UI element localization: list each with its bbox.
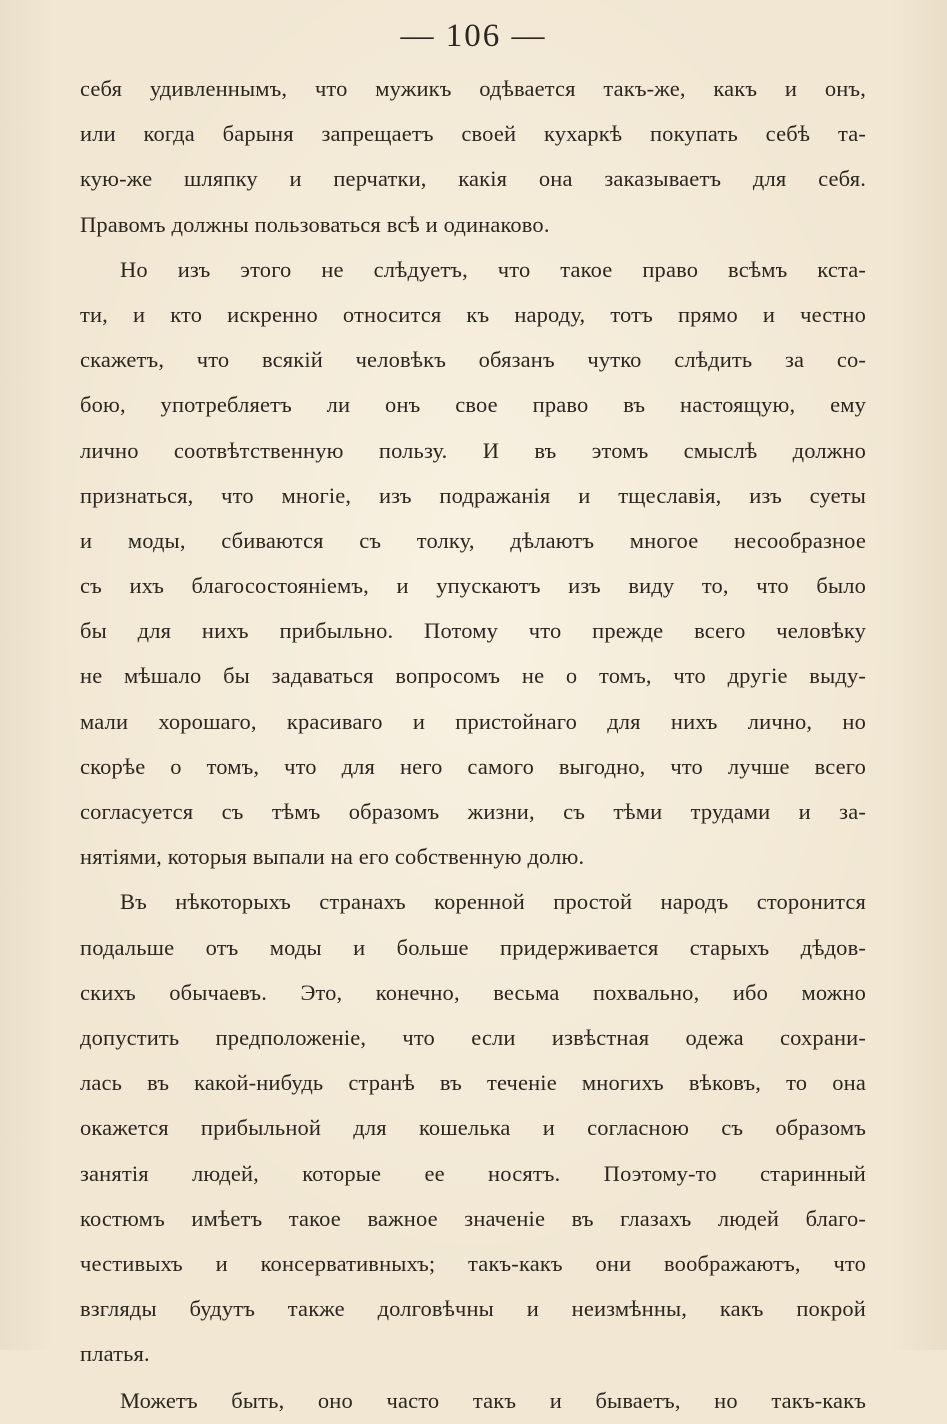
text-line: Можетъ быть, оно часто такъ и бываетъ, но такъ-какъ [120, 1388, 866, 1414]
text-line: платья. [80, 1341, 150, 1367]
text-line: признаться, что многіе, изъ подражанія и тщеславія, изъ суеты [80, 482, 866, 508]
text-line: себя удивленнымъ, что мужикъ одѣвается такъ-же, какъ и онъ, [80, 76, 866, 101]
text-line: не мѣшало бы задаваться вопросомъ не о томъ, что другіе выду- [80, 663, 866, 689]
text-line: бы для нихъ прибыльно. Потому что прежде всего человѣку [80, 618, 866, 644]
text-line: Въ нѣкоторыхъ странахъ коренной простой народъ сторонится [120, 889, 866, 915]
text-line: подальше отъ моды и больше придерживается старыхъ дѣдов- [80, 934, 866, 960]
text-line: допустить предположеніе, что если извѣстная одежа сохрани- [80, 1024, 866, 1050]
text-line: нятіями, которыя выпали на его собственную долю. [80, 844, 585, 870]
text-line: Но изъ этого не слѣдуетъ, что такое право всѣмъ кста- [120, 256, 866, 282]
text-line: мали хорошаго, красиваго и пристойнаго для нихъ лично, но [80, 708, 866, 734]
text-line: скихъ обычаевъ. Это, конечно, весьма похвально, ибо можно [80, 979, 866, 1005]
text-line: скажетъ, что всякій человѣкъ обязанъ чутко слѣдить за со- [80, 347, 866, 373]
text-line: или когда барыня запрещаетъ своей кухаркѣ покупать себѣ та- [80, 121, 866, 147]
text-line: лась въ какой-нибудь странѣ въ теченіе многихъ вѣковъ, то она [80, 1070, 866, 1096]
text-line: ти, и кто искренно относится къ народу, тотъ прямо и честно [80, 301, 866, 327]
body-text [80, 66, 866, 1424]
text-line: согласуется съ тѣмъ образомъ жизни, съ тѣми трудами и за- [80, 799, 866, 824]
text-line: Правомъ должны пользоваться всѣ и одинаково. [80, 211, 550, 237]
page-number: — 106 — [400, 18, 547, 54]
text-line: съ ихъ благосостояніемъ, и упускаютъ изъ виду то, что было [80, 573, 866, 599]
text-line: честивыхъ и консервативныхъ; такъ-какъ они воображаютъ, что [80, 1250, 866, 1276]
text-line: окажется прибыльной для кошелька и согласною съ образомъ [80, 1115, 866, 1141]
text-line: бою, употребляетъ ли онъ свое право въ настоящую, ему [80, 392, 866, 418]
text-line: взгляды будутъ также долговѣчны и неизмѣнны, какъ покрой [80, 1296, 866, 1322]
text-line: кую-же шляпку и перчатки, какія она заказываетъ для себя. [80, 166, 866, 192]
text-line: занятія людей, которые ее носятъ. Поэтому-то старинный [80, 1160, 866, 1186]
text-line: костюмъ имѣетъ такое важное значеніе въ глазахъ людей благо- [80, 1205, 866, 1231]
text-line: скорѣе о томъ, что для него самого выгодно, что лучше всего [80, 753, 866, 779]
text-line: и моды, сбиваются съ толку, дѣлаютъ многое несообразное [80, 527, 866, 553]
text-line: лично соотвѣтственную пользу. И въ этомъ смыслѣ должно [80, 437, 866, 463]
